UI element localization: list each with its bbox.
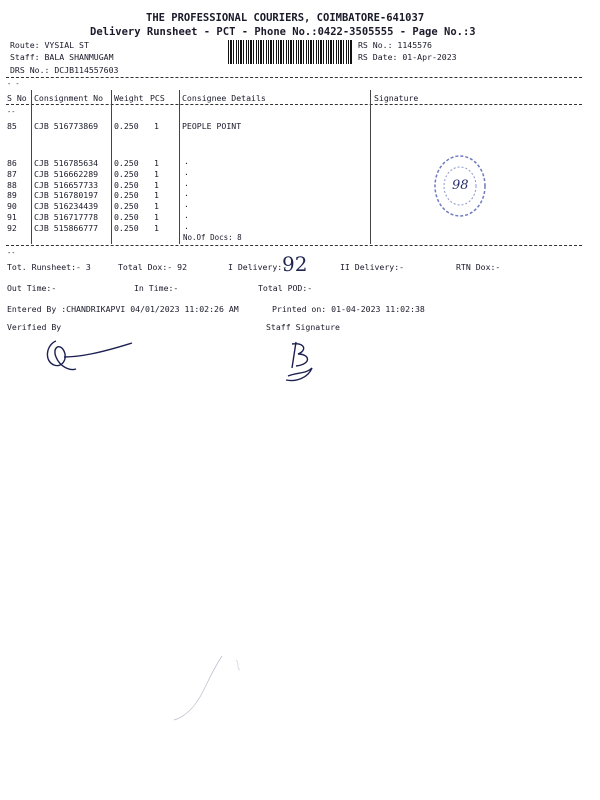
row-sno: 90: [7, 201, 17, 211]
row-consignment: CJB 516657733: [34, 180, 99, 190]
total-pod: Total POD:-: [258, 283, 313, 293]
row-sno: 85: [7, 121, 17, 131]
col-consignee: Consignee Details: [182, 93, 266, 103]
row-consignee: PEOPLE POINT: [182, 121, 242, 131]
col-signature: Signature: [374, 93, 419, 103]
row-consignee: .: [184, 210, 189, 220]
delivery-stamp: [430, 150, 490, 220]
row-sno: 91: [7, 212, 17, 222]
row-pcs: 1: [154, 180, 159, 190]
entered-by: Entered By :CHANDRIKAPVI 04/01/2023 11:02:26 AM: [7, 304, 239, 314]
row-sno: 92: [7, 223, 17, 233]
divider: [6, 77, 582, 78]
row-sno: 88: [7, 180, 17, 190]
row-pcs: 1: [154, 190, 159, 200]
row-pcs: 1: [154, 212, 159, 222]
runsheet-subtitle: Delivery Runsheet - PCT - Phone No.:0422-3505555 - Page No.:3: [90, 26, 476, 38]
printed-on: Printed on: 01-04-2023 11:02:38: [272, 304, 425, 314]
dash-mark: --: [7, 108, 16, 116]
ii-delivery: II Delivery:-: [340, 262, 405, 272]
row-consignment: CJB 516717778: [34, 212, 99, 222]
row-consignee: .: [184, 167, 189, 177]
divider: [6, 104, 582, 105]
scan-mark-icon: [170, 640, 250, 730]
row-consignment: CJB 516785634: [34, 158, 99, 168]
route-label: Route: VYSIAL ST: [10, 40, 89, 50]
tot-runsheet: Tot. Runsheet:- 3: [7, 262, 91, 272]
row-weight: 0.250: [114, 158, 139, 168]
col-consignment: Consignment No: [34, 93, 104, 103]
in-time: In Time:-: [134, 283, 179, 293]
drs-number: DRS No.: DCJB114557603: [10, 65, 119, 75]
col-rule: [111, 90, 112, 244]
col-weight: Weight: [114, 93, 144, 103]
row-pcs: 1: [154, 223, 159, 233]
verified-by-label: Verified By: [7, 322, 62, 332]
row-consignment: CJB 515866777: [34, 223, 99, 233]
scan-mark: [170, 640, 250, 732]
col-sno: S No: [7, 93, 27, 103]
dash-mark: --: [7, 249, 16, 257]
row-weight: 0.250: [114, 190, 139, 200]
staff-signature-label: Staff Signature: [266, 322, 340, 332]
row-consignee: .: [184, 199, 189, 209]
rs-number: RS No.: 1145576: [358, 40, 432, 50]
no-of-docs: No.Of Docs: 8: [183, 233, 242, 242]
total-dox: Total Dox:- 92: [118, 262, 188, 272]
row-pcs: 1: [154, 201, 159, 211]
row-consignee: .: [184, 178, 189, 188]
row-sno: 87: [7, 169, 17, 179]
rs-date: RS Date: 01-Apr-2023: [358, 52, 457, 62]
company-title: THE PROFESSIONAL COURIERS, COIMBATORE-641037: [146, 12, 425, 24]
verified-signature: [40, 335, 140, 377]
rtn-dox: RTN Dox:-: [456, 262, 501, 272]
row-weight: 0.250: [114, 201, 139, 211]
row-weight: 0.250: [114, 121, 139, 131]
staff-label: Staff: BALA SHANMUGAM: [10, 52, 114, 62]
row-weight: 0.250: [114, 223, 139, 233]
row-pcs: 1: [154, 158, 159, 168]
row-weight: 0.250: [114, 212, 139, 222]
row-pcs: 1: [154, 169, 159, 179]
row-consignee: .: [184, 188, 189, 198]
staff-signature: [282, 338, 322, 386]
i-delivery-handwritten: 92: [282, 252, 308, 276]
row-consignee: .: [184, 221, 189, 231]
row-consignment: CJB 516234439: [34, 201, 99, 211]
row-sno: 89: [7, 190, 17, 200]
row-consignee: .: [184, 156, 189, 166]
row-pcs: 1: [154, 121, 159, 131]
i-delivery: I Delivery:-: [228, 262, 288, 272]
col-rule: [179, 90, 180, 244]
row-consignment: CJB 516662289: [34, 169, 99, 179]
divider: [6, 245, 582, 246]
row-consignment: CJB 516773869: [34, 121, 99, 131]
stamp-handwriting: 98: [452, 178, 469, 193]
row-consignment: CJB 516780197: [34, 190, 99, 200]
signature-icon: [40, 335, 140, 375]
signature-icon: [282, 338, 322, 384]
col-rule: [370, 90, 371, 244]
row-weight: 0.250: [114, 169, 139, 179]
dash-mark: - -: [7, 80, 20, 88]
col-pcs: PCS: [150, 93, 165, 103]
out-time: Out Time:-: [7, 283, 57, 293]
barcode: [228, 40, 352, 64]
col-rule: [31, 90, 32, 244]
row-sno: 86: [7, 158, 17, 168]
row-weight: 0.250: [114, 180, 139, 190]
